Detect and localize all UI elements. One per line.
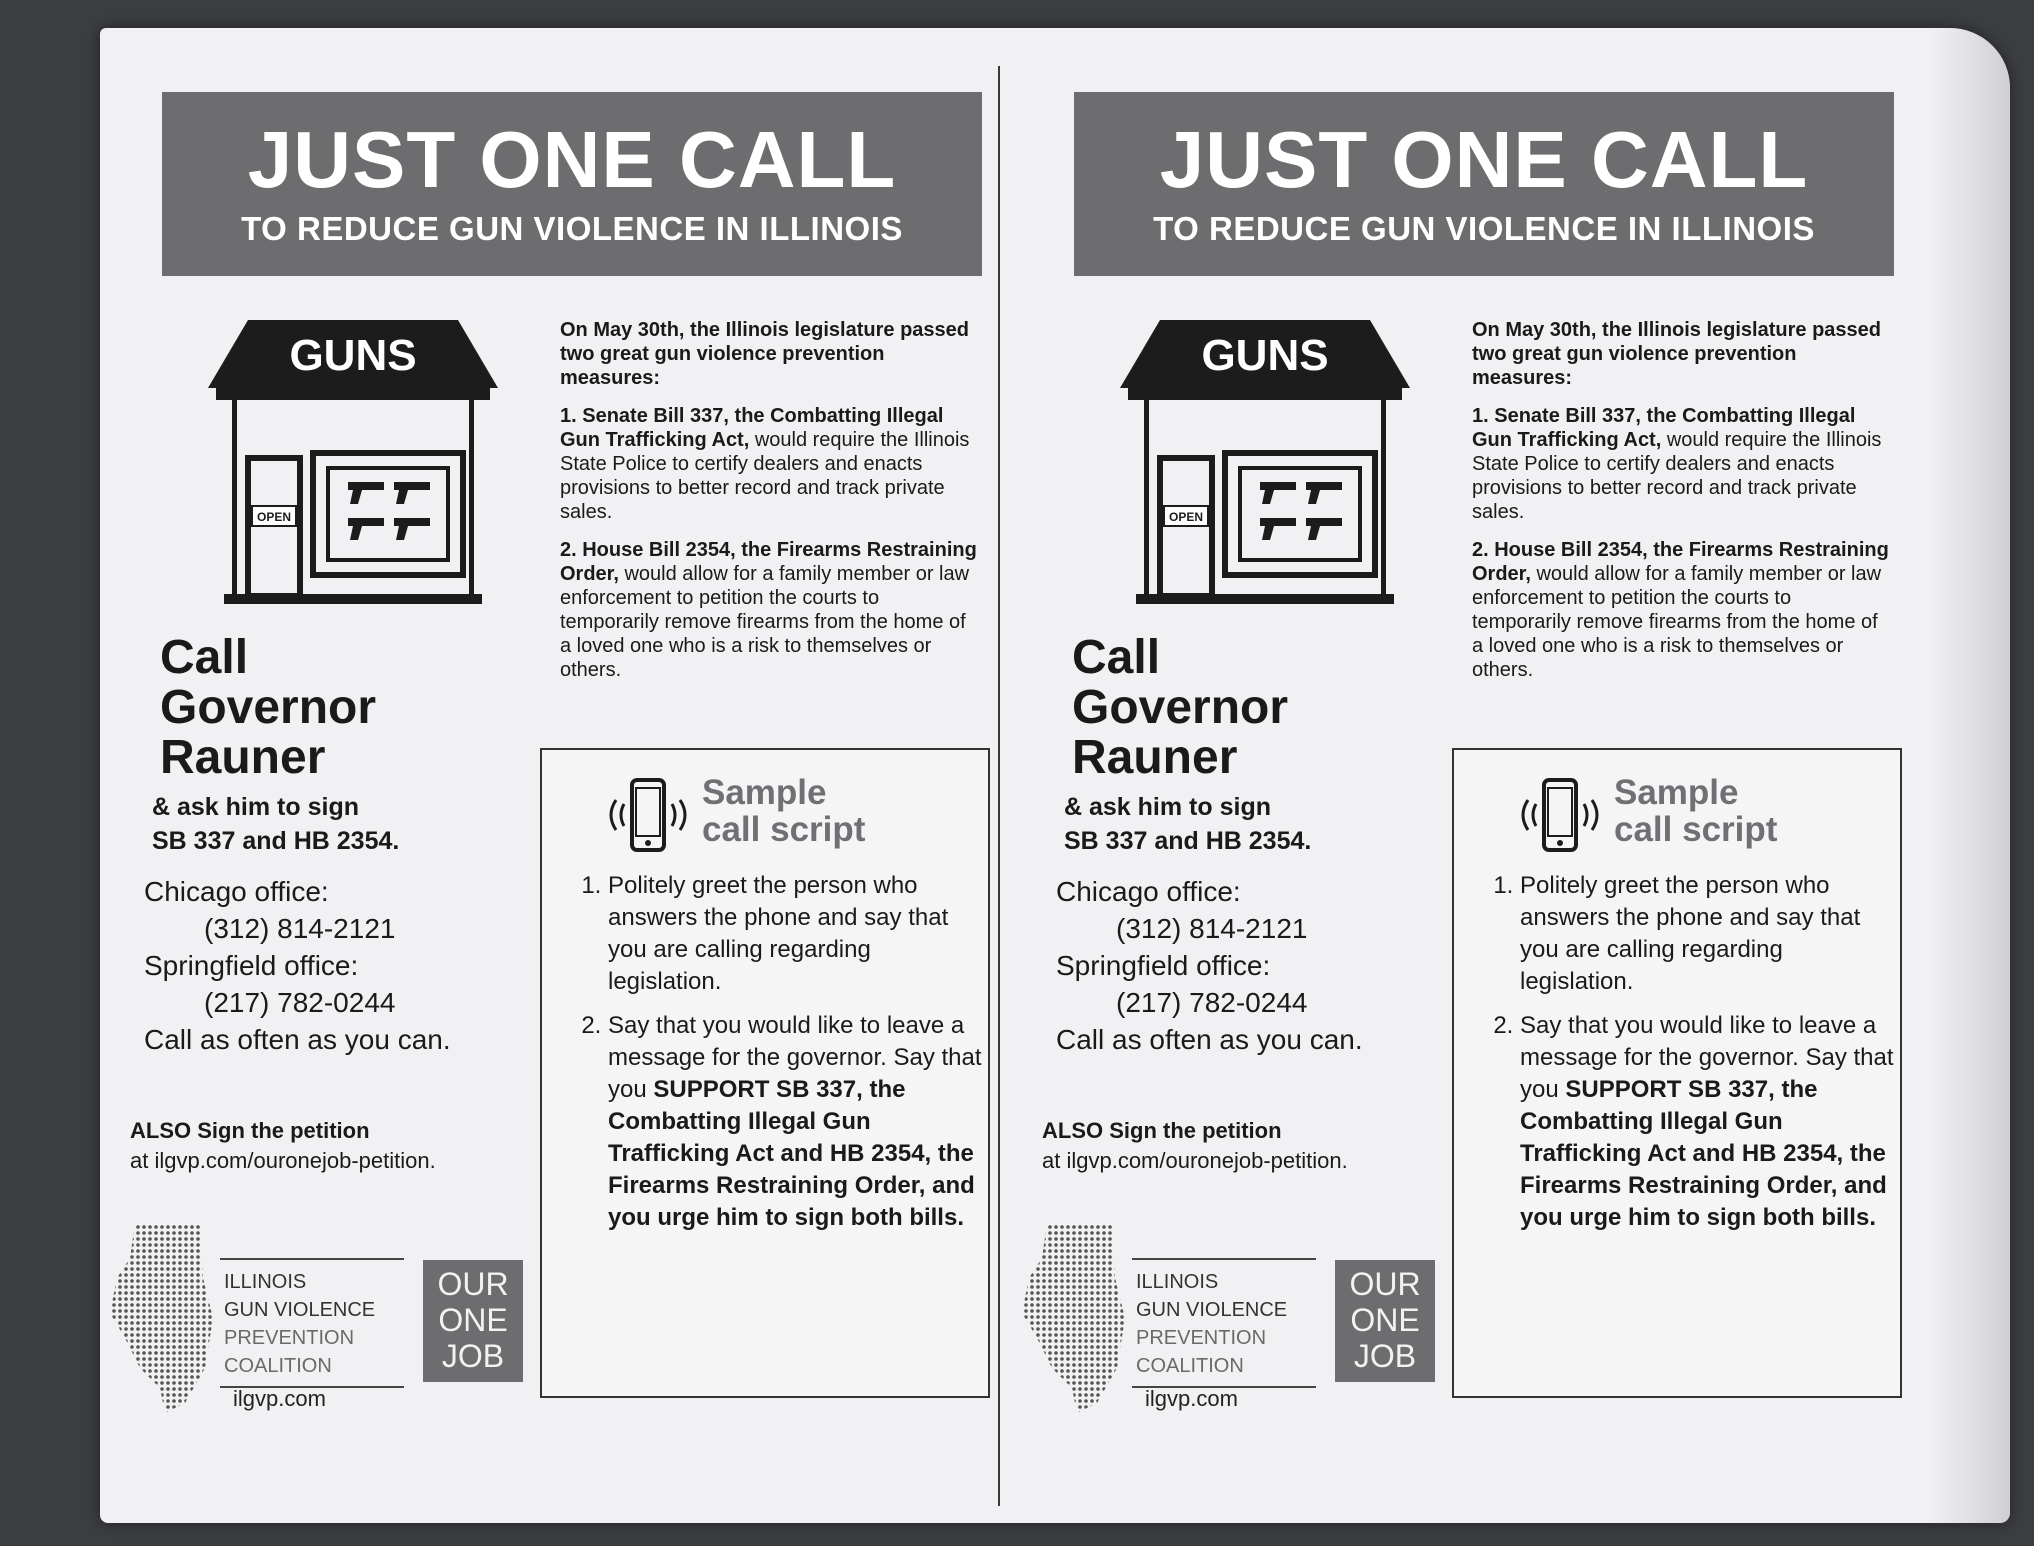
petition-note: ALSO Sign the petition at ilgvp.com/ouronejob-petition. [130,1118,436,1173]
flyer-left [100,28,990,1523]
chicago-phone: (312) 814-2121 [1116,913,1308,944]
gun-store-icon [188,318,518,608]
script-step: 1. Politely greet the person who answers the phone and say that you are calling regarding legislation. [608,870,988,998]
measure-1: 1. Senate Bill 337, the Combatting Illegal Gun Trafficking Act, would require the Illinois State Police to certify dealers and enacts provisions to better record and track private sales. [560,405,970,523]
measure-2: 2. House Bill 2354, the Firearms Restraining Order, would allow for a family member or law enforcement to petition the courts to temporarily remove firearms from the home of a loved one who is a risk to themselves or others. [560,539,977,681]
cut-line [998,66,1000,1506]
intro-text: On May 30th, the Illinois legislature passed two great gun violence prevention measures: [560,319,970,389]
coalition-name: ILLINOIS GUN VIOLENCE PREVENTION COALITION [220,1258,404,1388]
flyer-title: JUST ONE CALL [1159,115,1809,204]
coalition-logo [1017,1218,1457,1438]
springfield-phone: (217) 782-0244 [204,987,396,1018]
measures-text [560,318,980,696]
ask-to-sign: & ask him to sign SB 337 and HB 2354. [152,793,400,855]
script-step: 2. Say that you would like to leave a message for the governor. Say that you SUPPORT SB 337, the Combatting Illegal Gun Trafficking Act and HB 2354, the Firearms Restraining Order, and you urge him to sign both bills. [608,1010,988,1234]
script-steps [1492,870,1900,1246]
our-one-job-badge: OUR ONE JOB [423,1260,523,1382]
ask-to-sign: & ask him to sign SB 337 and HB 2354. [1064,793,1312,855]
coalition-logo [105,1218,545,1438]
flyer-right [1012,28,1902,1523]
illinois-map-icon [1017,1218,1137,1418]
script-title: Sample call script [702,773,866,849]
script-steps [580,870,988,1246]
our-one-job-badge: OUR ONE JOB [1335,1260,1435,1382]
svg-text:OPEN: OPEN [1168,510,1204,524]
flyer-sheet [100,28,2010,1523]
script-step: 2. Say that you would like to leave a message for the governor. Say that you SUPPORT SB 337, the Combatting Illegal Gun Trafficking Act and HB 2354, the Firearms Restraining Order, and you urge him to sign both bills. [1520,1010,1900,1234]
office-phones [144,873,451,1058]
call-script-box [540,748,990,1398]
measure-2: 2. House Bill 2354, the Firearms Restraining Order, would allow for a family member or law enforcement to petition the courts to temporarily remove firearms from the home of a loved one who is a risk to themselves or others. [1472,539,1889,681]
measure-1: 1. Senate Bill 337, the Combatting Illegal Gun Trafficking Act, would require the Illinois State Police to certify dealers and enacts provisions to better record and track private sales. [1472,405,1882,523]
petition-note: ALSO Sign the petition at ilgvp.com/ouronejob-petition. [1042,1118,1348,1173]
springfield-label: Springfield office: [144,950,359,981]
chicago-label: Chicago office: [1056,876,1241,907]
phone-icon [1514,776,1604,856]
chicago-label: Chicago office: [144,876,329,907]
header-banner [1074,92,1894,276]
store-sign-text: GUNS [1201,331,1329,380]
coalition-site: ilgvp.com [233,1386,326,1411]
office-phones [1056,873,1363,1058]
call-governor-heading: Call Governor Rauner [160,631,377,784]
svg-text:OPEN: OPEN [256,510,292,524]
coalition-site: ilgvp.com [1145,1386,1238,1411]
springfield-phone: (217) 782-0244 [1116,987,1308,1018]
flyer-subtitle: TO REDUCE GUN VIOLENCE IN ILLINOIS [241,210,903,247]
phone-icon [602,776,692,856]
springfield-label: Springfield office: [1056,950,1271,981]
measures-text [1472,318,1892,696]
call-often: Call as often as you can. [1056,1024,1363,1055]
coalition-name: ILLINOIS GUN VIOLENCE PREVENTION COALITION [1132,1258,1316,1388]
header-banner [162,92,982,276]
intro-text: On May 30th, the Illinois legislature passed two great gun violence prevention measures: [1472,319,1882,389]
call-governor-heading: Call Governor Rauner [1072,631,1289,784]
store-sign-text: GUNS [289,331,417,380]
call-often: Call as often as you can. [144,1024,451,1055]
chicago-phone: (312) 814-2121 [204,913,396,944]
illinois-map-icon [105,1218,225,1418]
gun-store-icon [1100,318,1430,608]
script-title: Sample call script [1614,773,1778,849]
flyer-title: JUST ONE CALL [247,115,897,204]
call-script-box [1452,748,1902,1398]
script-step: 1. Politely greet the person who answers the phone and say that you are calling regarding legislation. [1520,870,1900,998]
flyer-subtitle: TO REDUCE GUN VIOLENCE IN ILLINOIS [1153,210,1815,247]
